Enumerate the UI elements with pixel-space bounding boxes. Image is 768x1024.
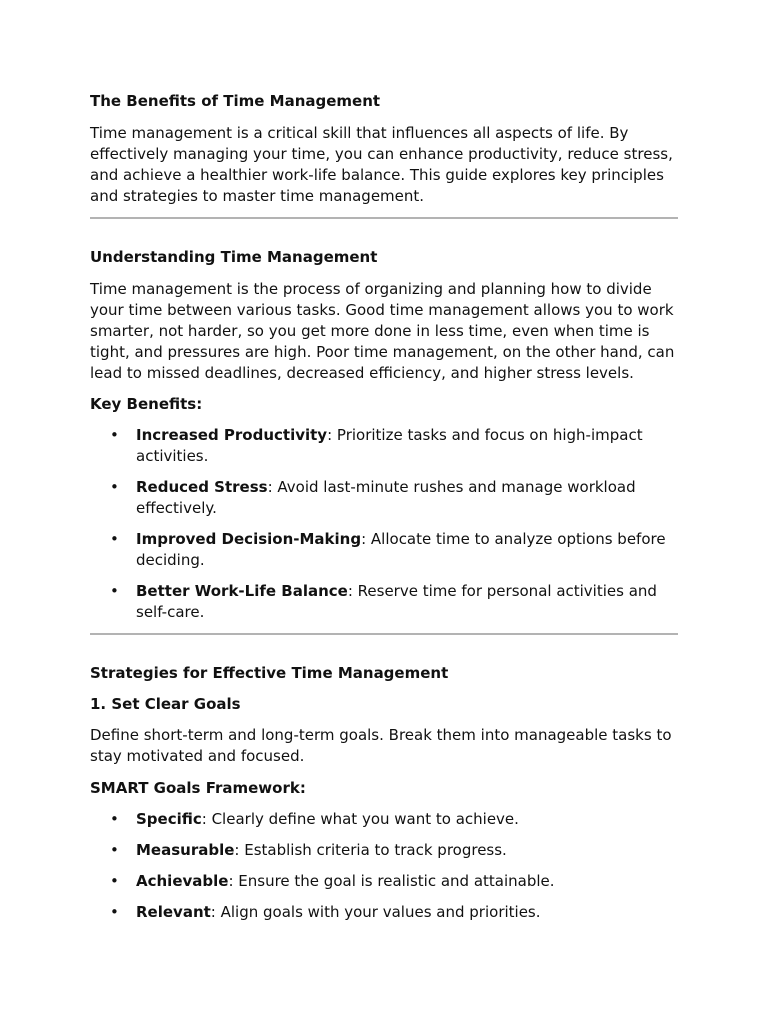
smart-term: Achievable — [136, 872, 229, 890]
benefit-term: Improved Decision-Making — [136, 530, 362, 548]
smart-heading: SMART Goals Framework: — [90, 779, 306, 797]
benefit-term: Better Work-Life Balance — [136, 582, 348, 600]
understanding-paragraph: Time management is the process of organizing and planning how to divide your time between various tasks. Good time management allows you to work smarter, not harder, so you get more done in less time, even when time is tight, and pressures are high. Poor time management, on the other hand, can lead to missed deadlines, decreased efficiency, and higher stress levels. — [90, 280, 675, 382]
smart-term: Measurable — [136, 841, 235, 859]
benefit-term: Reduced Stress — [136, 478, 268, 496]
goals-paragraph: Define short-term and long-term goals. Break them into manageable tasks to stay motivated and focused. — [90, 726, 672, 765]
benefit-term: Increased Productivity — [136, 426, 328, 444]
smart-description: : Establish criteria to track progress. — [234, 841, 507, 859]
smart-list — [90, 809, 680, 933]
benefit-description: : Reserve time for personal activities and self-care. — [136, 582, 657, 621]
smart-term: Relevant — [136, 903, 211, 921]
list-item — [90, 581, 680, 623]
bullet-icon: • — [110, 582, 119, 600]
list-item — [90, 840, 680, 861]
bullet-icon: • — [110, 478, 119, 496]
bullet-icon: • — [110, 903, 119, 921]
smart-description: : Clearly define what you want to achieve. — [201, 810, 519, 828]
list-item — [90, 529, 680, 571]
key-benefits-heading: Key Benefits: — [90, 395, 203, 413]
list-item — [90, 477, 680, 519]
benefits-list — [90, 425, 680, 633]
divider — [90, 217, 678, 219]
smart-description: : Align goals with your values and priorities. — [210, 903, 541, 921]
bullet-icon: • — [110, 872, 119, 890]
bullet-icon: • — [110, 426, 119, 444]
benefit-description: : Allocate time to analyze options before deciding. — [136, 530, 666, 569]
section-title-understanding: Understanding Time Management — [90, 248, 378, 266]
bullet-icon: • — [110, 530, 119, 548]
intro-paragraph: Time management is a critical skill that influences all aspects of life. By effectively managing your time, you can enhance productivity, reduce stress, and achieve a healthier work-life balance. This guide explores key principles and strategies to master time management. — [90, 124, 673, 205]
list-item — [90, 902, 680, 923]
benefit-description: : Prioritize tasks and focus on high-impact activities. — [136, 426, 643, 465]
section-title-benefits: The Benefits of Time Management — [90, 92, 381, 110]
list-item — [90, 871, 680, 892]
section-title-strategies: Strategies for Effective Time Management — [90, 664, 449, 682]
smart-description: : Ensure the goal is realistic and attainable. — [228, 872, 555, 890]
subsection-title-goals: 1. Set Clear Goals — [90, 695, 241, 713]
divider — [90, 633, 678, 635]
list-item — [90, 809, 680, 830]
list-item — [90, 425, 680, 467]
smart-term: Specific — [136, 810, 202, 828]
bullet-icon: • — [110, 810, 119, 828]
benefit-description: : Avoid last-minute rushes and manage workload effectively. — [136, 478, 636, 517]
bullet-icon: • — [110, 841, 119, 859]
